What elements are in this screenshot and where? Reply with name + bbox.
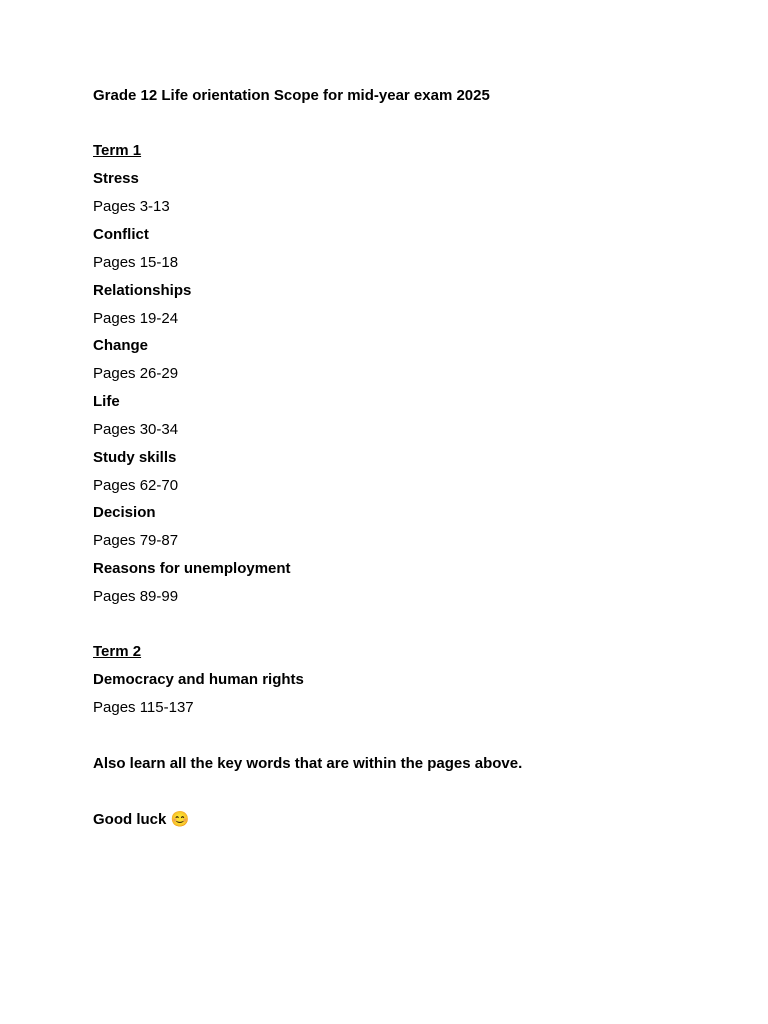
topic-name: Stress (93, 170, 139, 187)
topic-name: Reasons for unemployment (93, 560, 291, 577)
term-2-heading: Term 2 (93, 643, 142, 660)
topic-pages: Pages 26-29 (93, 365, 179, 382)
topic-pages: Pages 89-99 (93, 588, 179, 605)
topic-name: Study skills (93, 449, 177, 466)
topic-pages: Pages 62-70 (93, 477, 179, 494)
topic-name: Change (93, 337, 149, 354)
topic-pages: Pages 19-24 (93, 310, 179, 327)
topic-pages: Pages 30-34 (93, 421, 179, 438)
topic-name: Life (93, 393, 120, 410)
topic-name: Decision (93, 504, 156, 521)
topic-name: Democracy and human rights (93, 671, 304, 688)
topic-pages: Pages 115-137 (93, 699, 194, 716)
term-1-heading: Term 1 (93, 142, 142, 159)
topic-pages: Pages 79-87 (93, 532, 179, 549)
topic-pages: Pages 3-13 (93, 198, 170, 215)
topic-name: Conflict (93, 226, 149, 243)
topic-name: Relationships (93, 282, 192, 299)
topic-pages: Pages 15-18 (93, 254, 179, 271)
document-title: Grade 12 Life orientation Scope for mid-year exam 2025 (93, 87, 490, 104)
document-page (93, 0, 733, 1024)
closing-message: Good luck 😊 (93, 811, 190, 828)
key-words-note: Also learn all the key words that are within the pages above. (93, 755, 523, 772)
